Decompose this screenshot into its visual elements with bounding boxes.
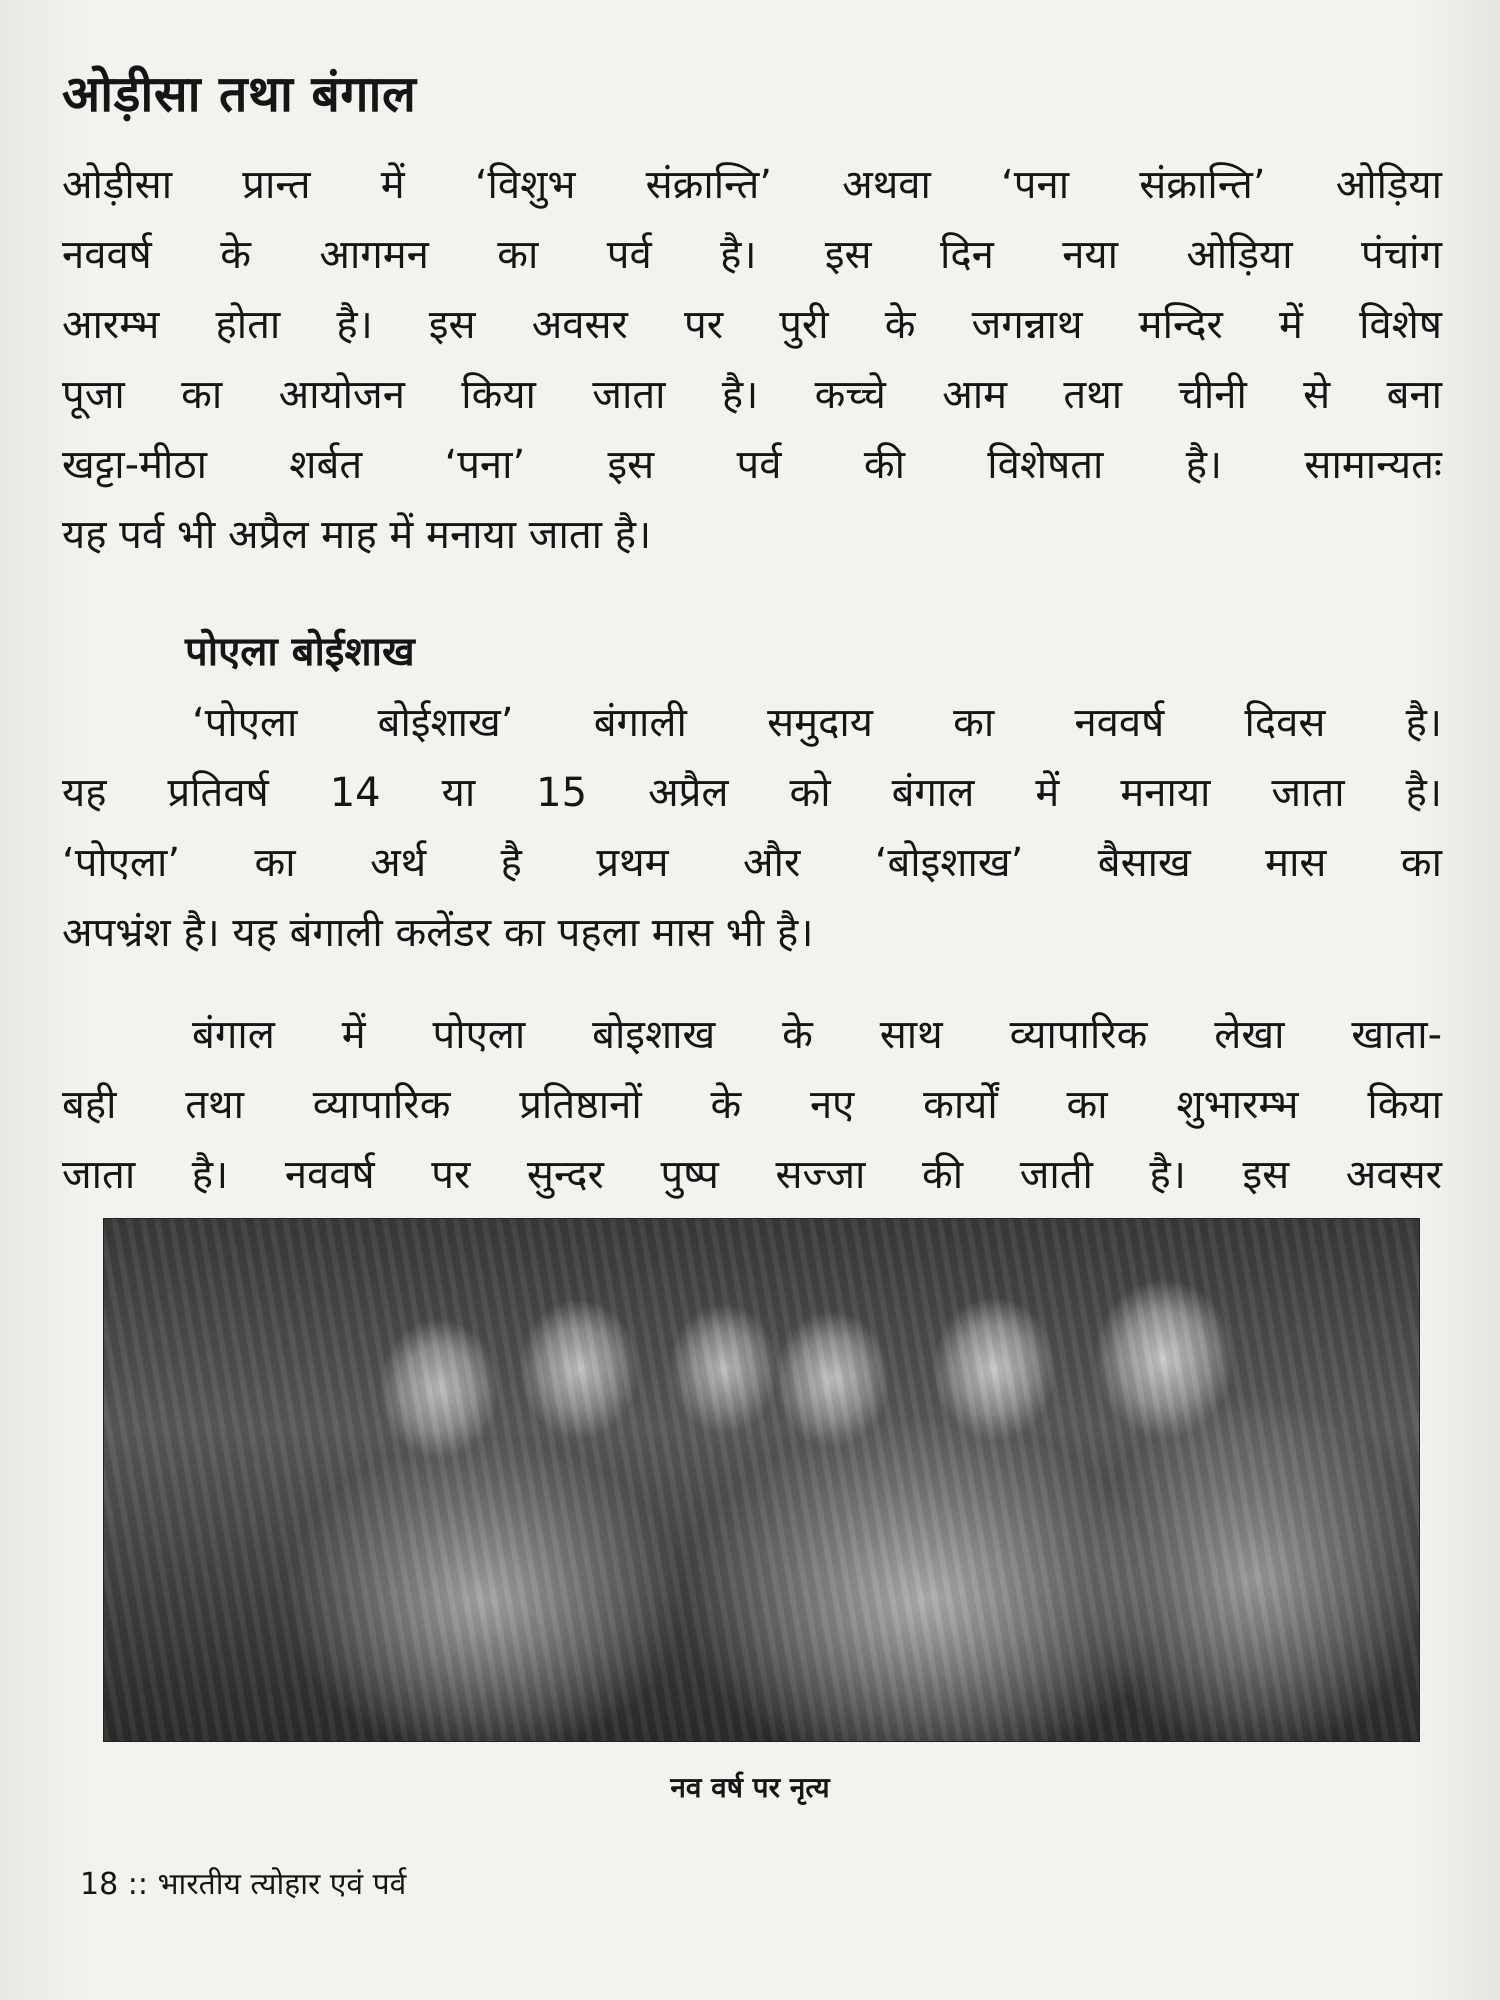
text-line: बंगाल में पोएला बोइशाख के साथ व्यापारिक लेखा खाता- — [192, 1012, 1442, 1058]
subsection-heading: पोएला बोईशाख — [185, 629, 415, 675]
text-line: ‘पोएला बोईशाख’ बंगाली समुदाय का नववर्ष दिवस है। — [192, 700, 1442, 746]
text-line: खट्टा-मीठा शर्बत ‘पना’ इस पर्व की विशेषता है। सामान्यतः — [62, 442, 1442, 488]
paragraph-odisha — [62, 150, 1442, 570]
photo-texture — [104, 1219, 1419, 1741]
text-line: बही तथा व्यापारिक प्रतिष्ठानों के नए कार्यों का शुभारम्भ किया — [62, 1082, 1442, 1128]
paragraph-poila-boishakh — [62, 688, 1442, 968]
text-line: यह प्रतिवर्ष 14 या 15 अप्रैल को बंगाल में मनाया जाता है। — [62, 770, 1442, 816]
text-line: जाता है। नववर्ष पर सुन्दर पुष्प सज्जा की जाती है। इस अवसर — [62, 1152, 1442, 1198]
page-footer: 18 :: भारतीय त्योहार एवं पर्व — [80, 1867, 407, 1902]
text-line: ‘पोएला’ का अर्थ है प्रथम और ‘बोइशाख’ बैसाख मास का — [62, 840, 1442, 886]
text-line: अपभ्रंश है। यह बंगाली कलेंडर का पहला मास भी है। — [62, 910, 814, 956]
text-line: ओड़ीसा प्रान्त में ‘विशुभ संक्रान्ति’ अथवा ‘पना संक्रान्ति’ ओड़िया — [62, 162, 1442, 208]
text-line: आरम्भ होता है। इस अवसर पर पुरी के जगन्नाथ मन्दिर में विशेष — [62, 302, 1442, 348]
photo-caption: नव वर्ष पर नृत्य — [670, 1771, 830, 1804]
text-line: नववर्ष के आगमन का पर्व है। इस दिन नया ओड़िया पंचांग — [62, 232, 1442, 278]
dance-photo — [103, 1218, 1420, 1742]
section-heading: ओड़ीसा तथा बंगाल — [62, 65, 417, 123]
paragraph-bengal-business — [62, 1000, 1442, 1210]
text-line: यह पर्व भी अप्रैल माह में मनाया जाता है। — [62, 512, 652, 558]
text-line: पूजा का आयोजन किया जाता है। कच्चे आम तथा चीनी से बना — [62, 372, 1442, 418]
